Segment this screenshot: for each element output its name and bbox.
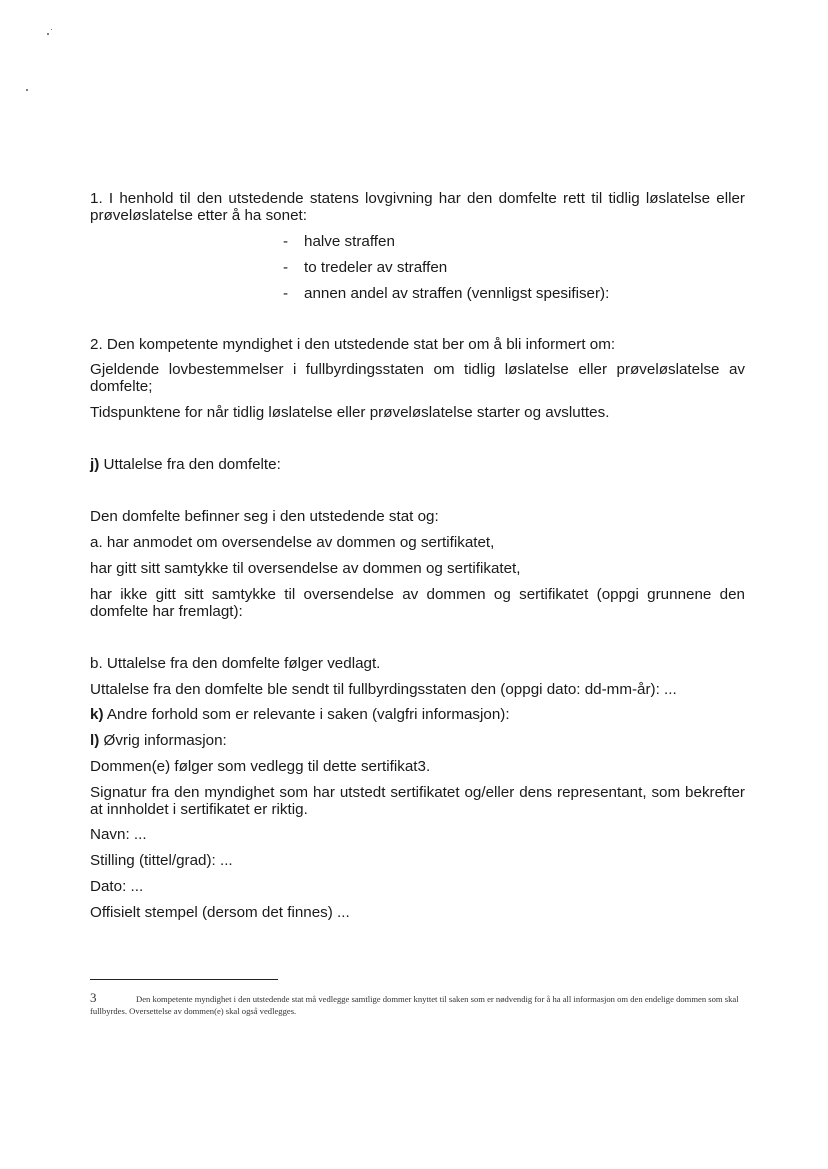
section-j-heading	[90, 456, 281, 473]
field-stamp: Offisielt stempel (dersom det finnes) ...	[90, 904, 350, 921]
statement-sent: Uttalelse fra den domfelte ble sendt til fullbyrdingsstaten den (oppgi dato: dd-mm-år): ...	[90, 681, 677, 698]
option-label: annen andel av straffen (vennligst spesifiser):	[304, 285, 610, 302]
statement-no-consent: har ikke gitt sitt samtykke til oversendelse av dommen og sertifikatet (oppgi grunnene den domfelte har fremlagt):	[90, 586, 745, 620]
section-l-title: Øvrig informasjon:	[103, 732, 227, 749]
option-label: halve straffen	[304, 233, 395, 250]
section-j-letter: j)	[90, 456, 100, 473]
section-l-heading	[90, 732, 227, 749]
footnote	[90, 992, 745, 1017]
footnote-number: 3	[90, 990, 97, 1005]
scan-speck	[51, 29, 52, 30]
scan-speck	[26, 89, 28, 91]
option-other-share: - annen andel av straffen (vennligst spesifiser):	[283, 285, 610, 302]
section-k-title: Andre forhold som er relevante i saken (valgfri informasjon):	[106, 706, 510, 723]
section-k-heading	[90, 706, 510, 723]
statement-a: a. har anmodet om oversendelse av dommen og sertifikatet,	[90, 534, 495, 551]
judgment-attached: Dommen(e) følger som vedlegg til dette sertifikat3.	[90, 758, 431, 775]
statement-consent: har gitt sitt samtykke til oversendelse av dommen og sertifikatet,	[90, 560, 521, 577]
footnote-divider	[90, 979, 278, 980]
option-two-thirds: - to tredeler av straffen	[283, 259, 448, 276]
field-name: Navn: ...	[90, 826, 147, 843]
field-position: Stilling (tittel/grad): ...	[90, 852, 233, 869]
scan-speck	[47, 33, 49, 35]
section-2-item-1: Gjeldende lovbestemmelser i fullbyrdingsstaten om tidlig løslatelse eller prøveløslatelse av domfelte;	[90, 361, 745, 395]
footnote-text: Den kompetente myndighet i den utstedende stat må vedlegge samtlige dommer knyttet til saken som er nødvendig for å ha all informasjon om den endelige dommen som skal fullbyrdes. Oversettelse av dommen(e) skal også vedlegges.	[90, 994, 739, 1016]
section-2-heading: 2. Den kompetente myndighet i den utstedende stat ber om å bli informert om:	[90, 336, 616, 353]
statement-b: b. Uttalelse fra den domfelte følger vedlagt.	[90, 655, 381, 672]
section-1-text: 1. I henhold til den utstedende statens lovgivning har den domfelte rett til tidlig løslatelse eller prøveløslatelse etter å ha sonet:	[90, 190, 745, 224]
option-label: to tredeler av straffen	[304, 259, 448, 276]
signature-text: Signatur fra den myndighet som har utstedt sertifikatet og/eller dens representant, som bekrefter at innholdet i sertifikatet er riktig.	[90, 784, 745, 818]
section-j-title: Uttalelse fra den domfelte:	[103, 456, 281, 473]
section-2-item-2: Tidspunktene for når tidlig løslatelse eller prøveløslatelse starter og avsluttes.	[90, 404, 610, 421]
section-l-letter: l)	[90, 732, 100, 749]
option-half-sentence: - halve straffen	[283, 233, 395, 250]
section-k-letter: k)	[90, 706, 104, 723]
statement-intro: Den domfelte befinner seg i den utstedende stat og:	[90, 508, 439, 525]
field-date: Dato: ...	[90, 878, 144, 895]
